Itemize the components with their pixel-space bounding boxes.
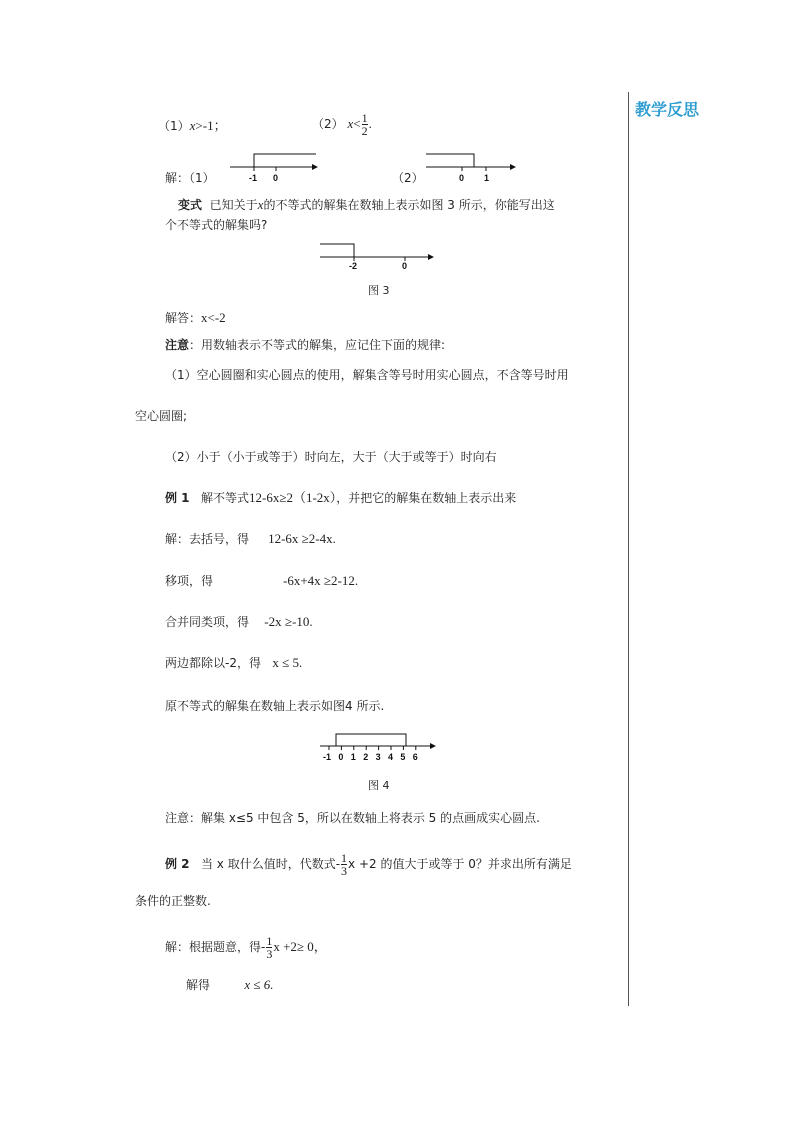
example-2-line-1: 例 2 当 x 取什么值时，代数式- $\frac{1}{3}$ x +2 的值大于或等于 0？并求出所有满足 (165, 851, 572, 878)
number-line-4 (318, 730, 443, 765)
nl2-tick-label: 1 (484, 173, 490, 183)
fraction-one-third: $\frac{1}{3}$ (341, 851, 348, 878)
number-line-1 (228, 150, 323, 185)
variant-line-1: 变式 已知关于x的不等式的解集在数轴上表示如图 3 所示，你能写出这 (178, 197, 555, 212)
nl1-tick-label: 0 (273, 173, 279, 183)
example-1-note: 注意：解集 x≤5 中包含 5，所以在数轴上将表示 5 的点画成实心圆点. (165, 811, 540, 825)
nl4-tick-label: 2 (363, 752, 369, 762)
note-1: 注意：用数轴表示不等式的解集，应记住下面的规律: (165, 338, 446, 352)
reflection-title: 教学反思 (635, 100, 700, 119)
example-1-step-1: 解：去括号，得 12-6x ≥2-4x. (165, 531, 336, 546)
figure-4-caption: 图 4 (368, 779, 390, 792)
nl4-tick-label: 0 (338, 752, 344, 762)
nl2-tick-label: 0 (459, 173, 465, 183)
nl4-tick-label: -1 (323, 752, 332, 762)
variant-answer: 解答：x<-2 (165, 310, 226, 325)
reflection-divider (628, 92, 629, 1006)
nl4-tick-label: 6 (412, 752, 418, 762)
answer-2-label: （2） (392, 171, 424, 185)
number-line-2 (424, 150, 524, 185)
figure-3-caption: 图 3 (368, 284, 390, 297)
example-1: 例 1 解不等式12-6x≥2（1-2x），并把它的解集在数轴上表示出来 (165, 490, 517, 505)
example-2-line-2: 条件的正整数. (135, 894, 211, 908)
rule-2: （2）小于（小于或等于）时向左，大于（大于或等于）时向右 (165, 450, 497, 464)
nl4-tick-label: 3 (375, 752, 381, 762)
nl4-tick-label: 5 (400, 752, 406, 762)
nl4-tick-label: 4 (388, 752, 394, 762)
number-line-3 (318, 240, 438, 275)
fraction-one-third: $\frac{1}{3}$ (266, 934, 273, 961)
example-1-step-4: 两边都除以-2，得 x ≤ 5. (165, 655, 303, 670)
fraction-one-half: $\frac{1}{2}$ (361, 111, 368, 138)
answer-label: 解：（1） (165, 171, 215, 185)
nl4-tick-label: 1 (350, 752, 356, 762)
nl3-tick-label: -2 (349, 261, 358, 271)
example-2-solution: 解：根据题意，得- $\frac{1}{3}$ x +2≥ 0， (165, 934, 327, 961)
problem-2: （2） x< $\frac{1}{2}$ . (312, 111, 372, 138)
example-1-step-3: 合并同类项，得 -2x ≥-10. (165, 614, 313, 629)
nl3-tick-label: 0 (402, 261, 408, 271)
nl1-tick-label: -1 (249, 173, 258, 183)
example-1-figure-text: 原不等式的解集在数轴上表示如图4 所示. (165, 699, 385, 713)
rule-1-line-1: （1）空心圆圈和实心圆点的使用，解集含等号时用实心圆点，不含等号时用 (165, 368, 569, 382)
example-1-step-2-expr: -6x+4x ≥2-12. (283, 573, 359, 588)
variant-line-2: 个不等式的解集吗? (165, 218, 268, 232)
example-2-result: 解得 x ≤ 6. (186, 977, 274, 992)
problem-1: （1）x>-1； (158, 118, 227, 133)
example-1-step-2: 移项，得 (165, 574, 214, 588)
rule-1-line-2: 空心圆圈; (135, 409, 188, 423)
